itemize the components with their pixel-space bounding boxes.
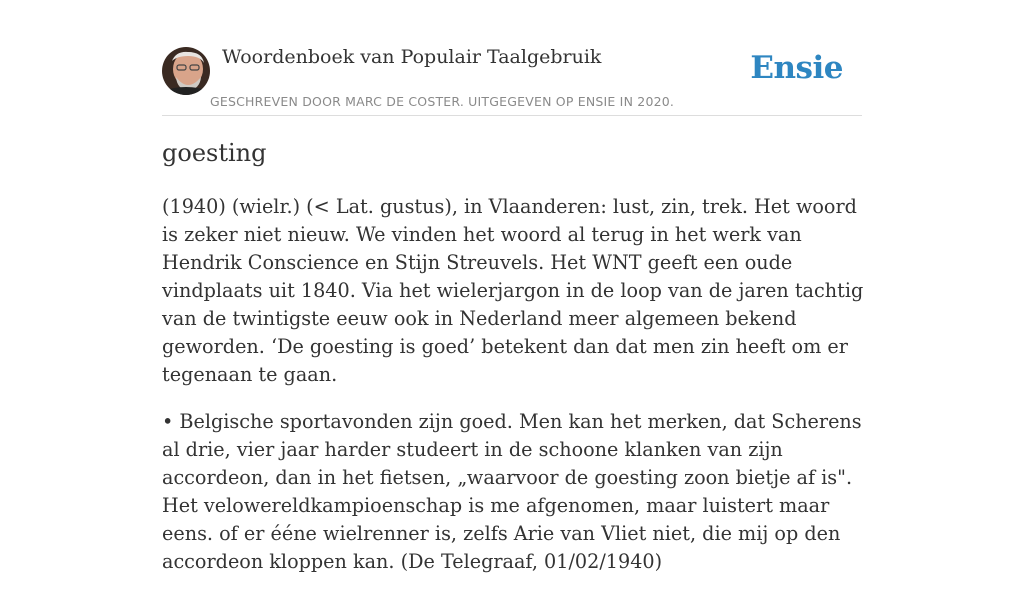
author-portrait-icon <box>162 47 210 95</box>
entry-title: goesting <box>162 139 267 167</box>
ensie-logo[interactable]: Ensie <box>750 50 843 86</box>
author-avatar[interactable] <box>162 47 210 95</box>
entry-paragraph-quote: • Belgische sportavonden zijn goed. Men kan het merken, dat Scherens al drie, vier jaar harder studeert in de schoone klanken van zijn accordeon, dan in het fietsen, „waarvoor de goesting zoon bietje af is". Het velowereldkampioenschap is me afgenomen, maar luistert maar eens. of er ééne wielrenner is, zelfs Arie van Vliet niet, die mij op den accordeon kloppen kan. (De Telegraaf, 01/02/1940) <box>162 410 862 573</box>
byline: GESCHREVEN DOOR MARC DE COSTER. UITGEGEVEN OP ENSIE IN 2020. <box>210 94 675 109</box>
page <box>162 0 864 573</box>
header <box>162 0 862 116</box>
entry-body <box>162 193 867 595</box>
entry-paragraph-definition: (1940) (wielr.) (< Lat. gustus), in Vlaanderen: lust, zin, trek. Het woord is zeker niet nieuw. We vinden het woord al terug in het werk van Hendrik Conscience en Stijn Streuvels. Het WNT geeft een oude vindplaats uit 1840. Via het wielerjargon in de loop van de jaren tachtig van de twintigste eeuw ook in Nederland meer algemeen bekend geworden. ‘De goesting is goed’ betekent dan dat men zin heeft om er tegenaan te gaan. <box>162 195 864 386</box>
book-title[interactable]: Woordenboek van Populair Taalgebruik <box>222 46 602 68</box>
